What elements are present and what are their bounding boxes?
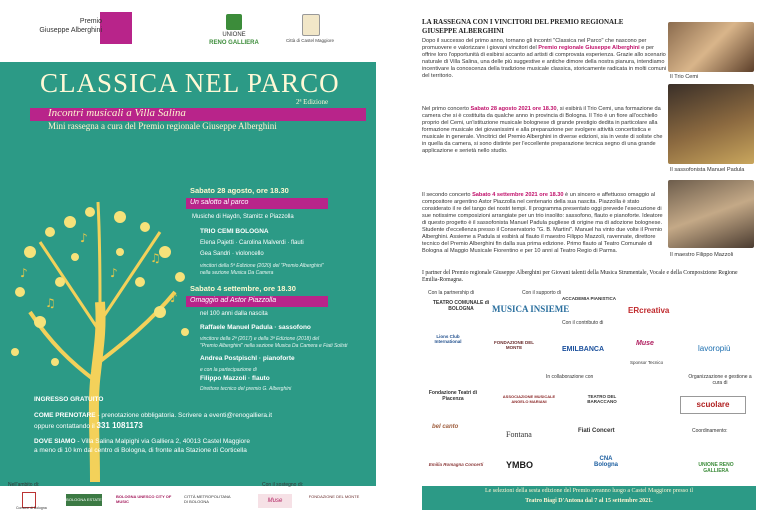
- poster-header: [0, 0, 376, 62]
- premio-logo: [100, 12, 132, 44]
- logo-accademia: ACCADEMIA PIANISTICA: [561, 296, 617, 301]
- caption-mazzoli: Il maestro Filippo Mazzoli: [670, 252, 734, 258]
- p1-hl: Premio regionale Giuseppe Alberghini: [538, 45, 640, 51]
- prenotare-label: COME PRENOTARE: [34, 412, 96, 419]
- svg-text:♫: ♫: [150, 251, 161, 265]
- footer-left-label: Nell'ambito di:: [8, 482, 40, 488]
- event1-members1: Elena Pajetti · Carolina Malverdi · flauti: [200, 240, 304, 246]
- poster-title: CLASSICA NEL PARCO: [40, 68, 340, 98]
- logo-ercreativa: ERcreativa: [628, 306, 670, 315]
- info-page: [392, 0, 768, 512]
- logo-baraccano: TEATRO DEL BARACCANO: [587, 394, 617, 404]
- logo-emilbanca: EMILBANCA: [562, 346, 604, 353]
- phone-line: [34, 421, 143, 430]
- dove-label: DOVE SIAMO: [34, 438, 76, 445]
- logo-fiati: Fiati Concert: [578, 428, 615, 434]
- brand-line2: Giuseppe Alberghini: [39, 27, 102, 34]
- logo-muse: Muse: [636, 340, 654, 347]
- event2-title: Omaggio ad Astor Piazzolla: [190, 297, 277, 304]
- footer-right-label: Con il sostegno di:: [262, 482, 304, 488]
- p2-b: , si esibirà il Trio Cemi, una formazione da camera che si è costituita da qualche anno in provincia di Bologna. Il Trio è un fiore all'occhiello proprio del Cemi, un'istituzione musicale bolognese di grande prestigio dedita in particolare alla formazione musicale dei giovanissimi e alla preparazione per svolgere attività concertistica e musicale in generale. Vincitrici del Premio Alberghini in diverse edizioni, sia in veste di soliste che in quella da camera, si sono distinte per l'eccellente preparazione tecnica segno di una grande applicazione e serietà nello studio.: [422, 106, 663, 154]
- unione-name: UNIONE: [222, 32, 246, 38]
- city-crest: [302, 14, 320, 36]
- phone-pre: oppure contattando il: [34, 423, 95, 430]
- event1-title: Un salotto al parco: [190, 199, 249, 206]
- logo-scuolare: scuolare: [680, 396, 746, 414]
- city-name: Città di Castel Maggiore: [286, 38, 335, 43]
- bottom-line1: Le selezioni della sesta edizione del Premio avranno luogo a Castel Maggiore presso il: [484, 488, 694, 494]
- prenotare-text: - prenotazione obbligatoria. Scrivere a eventi@renogalliera.it: [95, 412, 273, 419]
- dove-line: [34, 438, 250, 445]
- logo-fontana: Fontana: [506, 430, 532, 439]
- tree-illustration: [0, 182, 200, 482]
- logo-belcanto: bel canto: [432, 424, 459, 430]
- logo-sponsor-tecnico: Sponsor Tecnico: [630, 360, 664, 365]
- svg-text:♪: ♪: [110, 266, 118, 280]
- event2-p3pre: e con la partecipazione di: [200, 367, 257, 373]
- p3-b: è un sincero e affettuoso omaggio al compositore argentino Astor Piazzolla nel centenario della sua nascita. Piazzolla è stato considerato il re del tango dei nostri tempi. Il programma presentato oggi prevede l'esecuzione di sue notissime composizioni arrangiate per un trio insolito: sassofono, flauto e pianoforte. Ideatore di questo progetto è il sassofonista Manuel Padula pugliese di origine ma di adozione bolognese. Studente d'eccellenza presso il Conservatorio "G. B. Martini". Manuel ha vinto due volte il Premio Alberghini. Assieme a Padula si esibirà al flauto il maestro Filippo Mazzoli, ravennate, direttore tecnico del Premio Alberghini fin dalla sua prima edizione. Primo flauto al Teatro Comunale di Bologna al Maggio Musicale Fiorentino e per 10 anni al Teatro Regio di Parma.: [422, 192, 663, 254]
- footer-logo-monte: FONDAZIONE DEL MONTE: [308, 494, 360, 499]
- svg-text:♪: ♪: [170, 291, 178, 305]
- event2-p1n2: "Premio Alberghini" nella sezione Musica Da Camera e Fiati Solisti: [200, 343, 348, 349]
- footer-logo-comune-text: Comune di Bologna: [16, 506, 47, 510]
- info-heading1: LA RASSEGNA CON I VINCITORI DEL PREMIO REGIONALE: [422, 18, 624, 26]
- label-organizzazione: Organizzazione e gestione a cura di: [688, 374, 752, 386]
- logo-musica-insieme: MUSICA INSIEME: [492, 304, 570, 314]
- poster-footer: [0, 482, 376, 512]
- footer-logo-metro: CITTÀ METROPOLITANA DI BOLOGNA: [184, 494, 231, 504]
- p1-a: Dopo il successo del primo anno, tornano gli incontri "Classica nel Parco" che nascono per promuovere e valorizzare i giovani vincitori del: [422, 38, 647, 51]
- info-heading2: GIUSEPPE ALBERGHINI: [422, 27, 504, 35]
- p3-hl: Sabato 4 settembre 2021 ore 18.30: [472, 192, 564, 198]
- event2-p2: Andrea Postpischl · pianoforte: [200, 355, 295, 362]
- logo-ymbo: YMBO: [506, 460, 533, 470]
- logo-fondazione-monte: FONDAZIONE DEL MONTE: [494, 340, 534, 350]
- event2-p1n1: vincitore della 2ª (2017) e della 3ª Edizione (2018) del: [200, 336, 320, 342]
- svg-text:♫: ♫: [45, 296, 56, 310]
- label-supporto: Con il supporto di: [522, 290, 561, 296]
- poster-subtitle: Incontri musicali a Villa Salina: [48, 107, 186, 119]
- dove-line2: a meno di 10 km dal centro di Bologna, di fronte alla Stazione di Corticella: [34, 447, 247, 454]
- footer-logo-estate: BOLOGNA ESTATE: [66, 494, 102, 506]
- event1-members2: Gea Sandri · violoncello: [200, 251, 264, 257]
- phone: 331 1081173: [96, 421, 143, 430]
- svg-text:♪: ♪: [20, 266, 28, 280]
- footer-logo-unesco: BOLOGNA UNESCO CITY OF MUSIC: [116, 494, 172, 504]
- p3-a: Il secondo concerto: [422, 192, 473, 198]
- logo-lions: Lions Club International: [434, 334, 462, 344]
- logo-teatro-comunale: TEATRO COMUNALE di BOLOGNA: [432, 300, 490, 312]
- caption-padula: Il sassofonista Manuel Padula: [670, 167, 745, 173]
- brand-line1: Premio: [79, 18, 102, 25]
- logo-lavoropiu: lavoropiù: [698, 344, 731, 353]
- footer-logo-muse: Muse: [258, 494, 292, 508]
- photo-trio-cemi: [668, 22, 754, 72]
- poster-mini: Mini rassegna a cura del Premio regionale Giuseppe Alberghini: [48, 121, 277, 131]
- partners-text: I partner del Premio regionale Giuseppe Alberghini per Giovani talenti della Musica Strumentale, Vocale e della Composizione Regione Emilia-Romagna.: [422, 270, 738, 283]
- poster-edition: 2ª Edizione: [296, 98, 329, 106]
- p2-hl: Sabato 28 agosto 2021 ore 18.30: [470, 106, 557, 112]
- event2-date: Sabato 4 settembre, ore 18.30: [190, 284, 296, 293]
- label-contributo: Con il contributo di: [562, 320, 604, 326]
- svg-text:♪: ♪: [80, 231, 88, 245]
- logo-teatri-piacenza: Fondazione Teatri di Piacenza: [428, 390, 478, 402]
- event2-p3n: Direttore tecnico del premio G. Alberghini: [200, 386, 292, 392]
- event1-group: TRIO CEMI BOLOGNA: [200, 228, 269, 235]
- event2-sub: nel 100 anni dalla nascita: [200, 311, 268, 317]
- photo-mazzoli: [668, 180, 754, 248]
- logo-unione-reno: UNIONE RENO GALLIERA: [698, 462, 734, 474]
- unione-logo: [226, 14, 242, 30]
- logo-er-concerti: Emilia Romagna Concerti: [428, 462, 484, 467]
- p1-b: e per offrire loro l'opportunità di esibirsi accanto ad artisti di comprovata esperienza. Grazie allo scenario naturale di Villa Salina, una delle più suggestive e antiche dimore della nostra pianura, intendiamo incentivare la conoscenza della tradizione musicale classica, storicamente radicata in molti comuni del territorio.: [422, 45, 667, 79]
- event1-music: Musiche di Haydn, Stamitz e Piazzolla: [192, 214, 294, 220]
- prenotare-line: [34, 412, 272, 419]
- info-paragraph1: [422, 38, 667, 80]
- poster: [0, 0, 376, 512]
- event1-note2: nella sezione Musica Da Camera: [200, 270, 274, 276]
- label-partnership: Con la partnership di: [428, 290, 475, 296]
- photo-padula: [668, 84, 754, 164]
- caption-trio: Il Trio Cemi: [670, 74, 699, 80]
- event2-p1: Raffaele Manuel Padula · sassofono: [200, 324, 311, 331]
- poster-body: [0, 62, 376, 486]
- dove-text: - Villa Salina Malpighi via Galliera 2, 40013 Castel Maggiore: [75, 438, 250, 445]
- p2-a: Nel primo concerto: [422, 106, 471, 112]
- info-paragraph2: [422, 106, 667, 155]
- bottom-line2: Teatro Biagi D'Antona dal 7 al 15 settembre 2021.: [525, 498, 653, 504]
- logo-cna: CNA Bologna: [594, 456, 618, 468]
- info-paragraph3: [422, 192, 667, 255]
- event1-note1: vincitori della 5ª Edizione (2020) del "Premio Alberghini": [200, 263, 324, 269]
- unione-name2: RENO GALLIERA: [209, 40, 259, 46]
- label-coordinamento: Coordinamento:: [692, 428, 728, 434]
- logo-mariani: ASSOCIAZIONE MUSICALE ANGELO MARIANI: [502, 394, 556, 404]
- ingresso: INGRESSO GRATUITO: [34, 396, 104, 403]
- event1-date: Sabato 28 agosto, ore 18.30: [190, 186, 289, 195]
- event2-p3: Filippo Mazzoli · flauto: [200, 375, 270, 382]
- label-collaborazione: In collaborazione con: [546, 374, 594, 380]
